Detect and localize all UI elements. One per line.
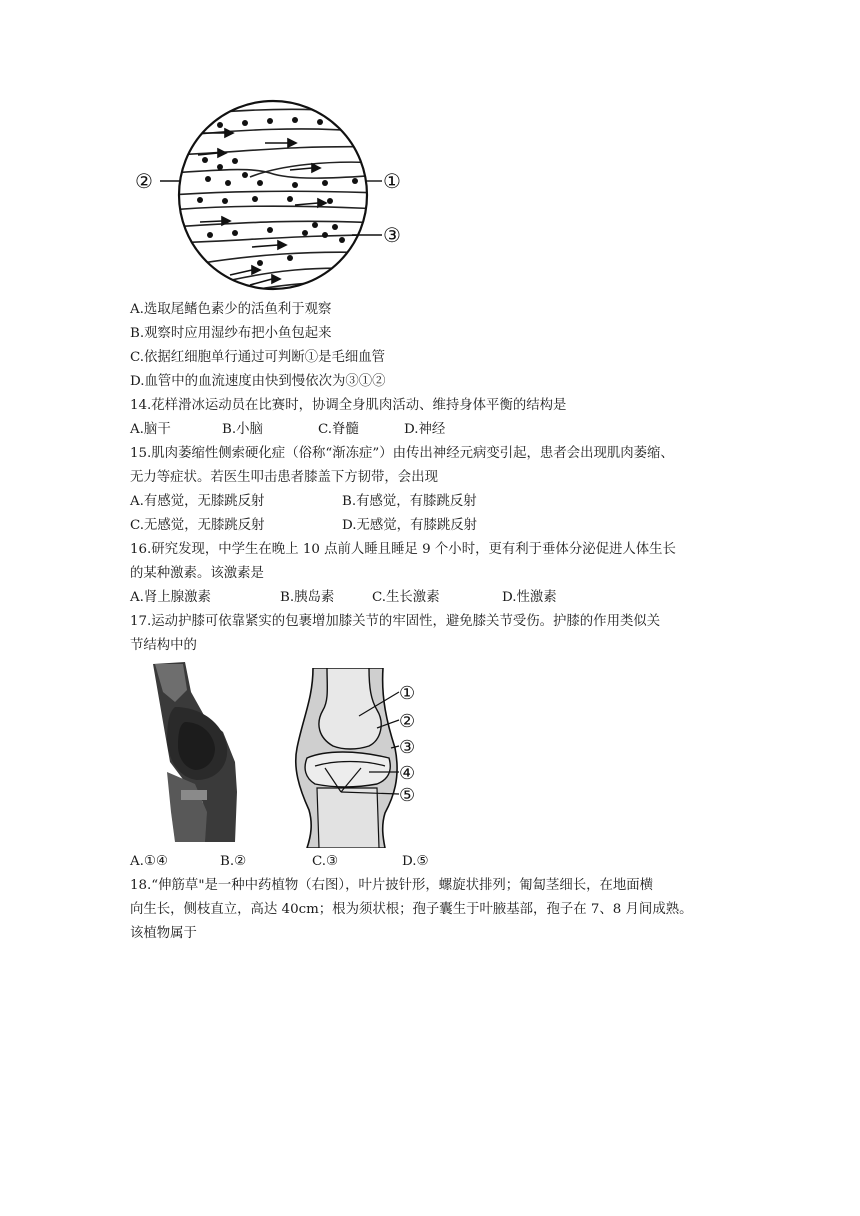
q18-stem-line-2: 向生长，侧枝直立，高达 40cm；根为须状根；孢子囊生于叶腋基部，孢子在 7、8 月间成熟。	[130, 902, 693, 917]
q13-option-b: B.观察时应用湿纱布把小鱼包起来	[130, 326, 332, 341]
q17-stem-line-1: 17.运动护膝可依靠紧实的包裹增加膝关节的牢固性，避免膝关节受伤。护膝的作用类似关	[130, 614, 661, 629]
q16-option-c: C.生长激素	[372, 590, 440, 605]
q15-option-a: A.有感觉，无膝跳反射	[130, 494, 265, 509]
knee-label-5: ⑤	[399, 785, 416, 806]
q17-option-c: C.③	[312, 854, 339, 869]
q13-option-a: A.选取尾鳍色素少的活鱼利于观察	[130, 302, 332, 317]
q13-option-d: D.血管中的血流速度由快到慢依次为③①②	[130, 374, 386, 389]
q16-stem-line-2: 的某种激素。该激素是	[130, 566, 264, 581]
q16-stem-line-1: 16.研究发现，中学生在晚上 10 点前人睡且睡足 9 个小时，更有利于垂体分泌促进人体生长	[130, 542, 676, 557]
q15-option-c: C.无感觉，无膝跳反射	[130, 518, 265, 533]
q14-option-d: D.神经	[404, 422, 446, 437]
q17-option-a: A.①④	[130, 854, 168, 869]
q14-stem: 14.花样滑冰运动员在比赛时，协调全身肌肉活动、维持身体平衡的结构是	[130, 398, 567, 413]
q16-option-a: A.肾上腺激素	[130, 590, 211, 605]
figure-label-1: ①	[383, 169, 401, 193]
q14-option-c: C.脊髓	[318, 422, 359, 437]
knee-brace-figure	[145, 662, 245, 847]
q14-option-b: B.小脑	[222, 422, 263, 437]
q15-stem-line-2: 无力等症状。若医生叩击患者膝盖下方韧带，会出现	[130, 470, 438, 485]
knee-joint-figure	[285, 668, 435, 848]
knee-label-2: ②	[399, 711, 416, 732]
q18-stem-line-3: 该植物属于	[130, 926, 197, 941]
blood-vessel-figure	[130, 95, 420, 295]
q17-option-d: D.⑤	[402, 854, 429, 869]
q18-stem-line-1: 18.“伸筋草"是一种中药植物（右图），叶片披针形，螺旋状排列；匍匐茎细长，在地面横	[130, 878, 654, 893]
q15-stem-line-1: 15.肌肉萎缩性侧索硬化症（俗称“渐冻症”）由传出神经元病变引起，患者会出现肌肉萎缩、	[130, 446, 674, 461]
q14-option-a: A.脑干	[130, 422, 171, 437]
q15-option-d: D.无感觉，有膝跳反射	[342, 518, 478, 533]
q16-option-b: B.胰岛素	[280, 590, 335, 605]
knee-label-4: ④	[399, 763, 416, 784]
knee-label-3: ③	[399, 737, 416, 758]
figure-label-2: ②	[135, 169, 153, 193]
knee-label-1: ①	[399, 683, 416, 704]
figure-label-3: ③	[383, 223, 401, 247]
q15-option-b: B.有感觉，有膝跳反射	[342, 494, 477, 509]
q13-option-c: C.依据红细胞单行通过可判断①是毛细血管	[130, 350, 386, 365]
q16-option-d: D.性激素	[502, 590, 557, 605]
q17-option-b: B.②	[220, 854, 247, 869]
q17-stem-line-2: 节结构中的	[130, 638, 197, 653]
